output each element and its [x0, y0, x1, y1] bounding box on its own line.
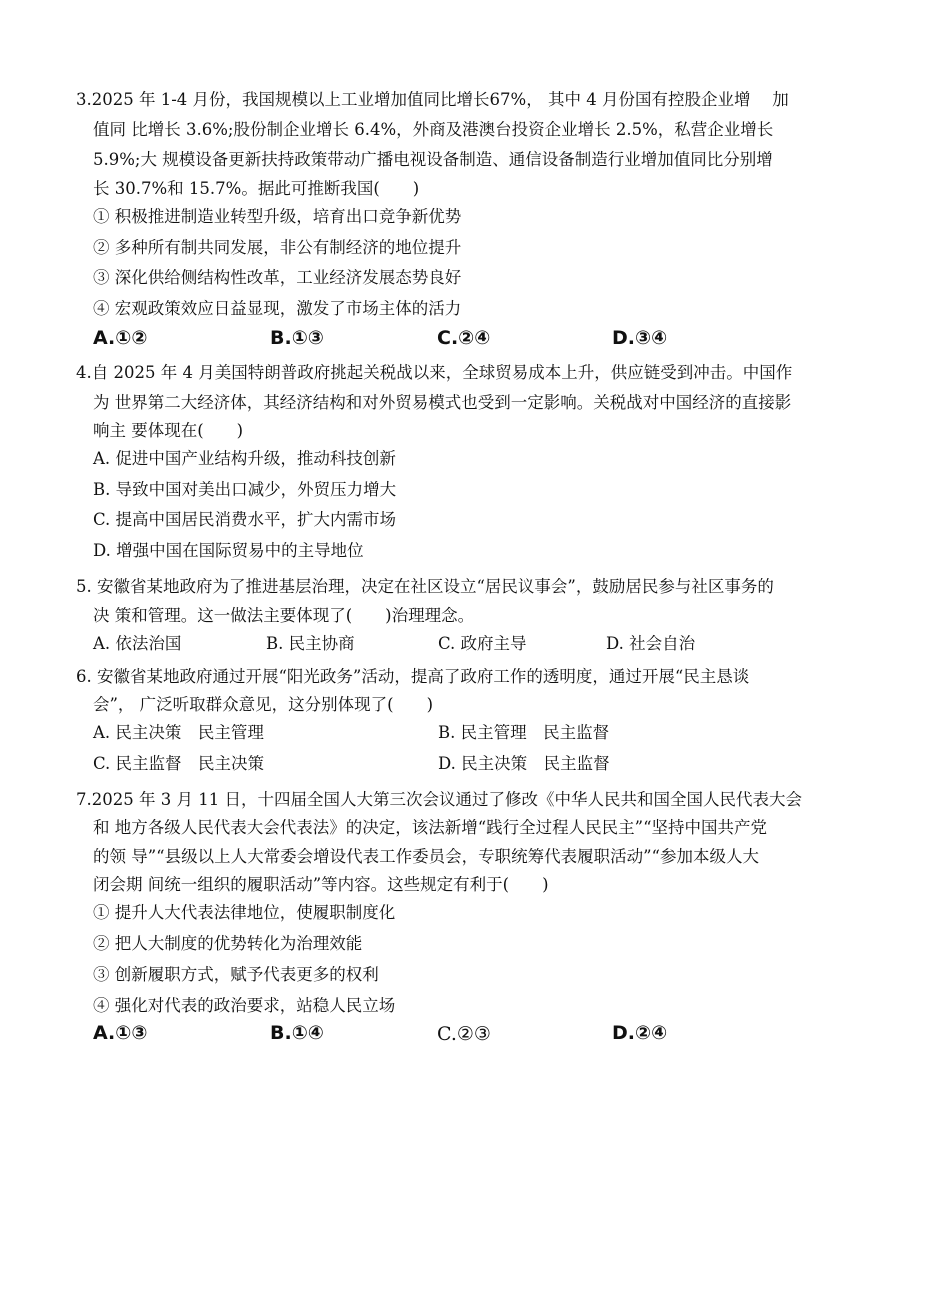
- q4-option-d[interactable]: D. 增强中国在国际贸易中的主导地位: [93, 541, 364, 560]
- q7-option-c[interactable]: C.②③: [437, 1023, 491, 1045]
- q5-option-d[interactable]: D. 社会自治: [606, 634, 696, 653]
- q4-stem-line-3: 响主 要体现在( ): [93, 421, 244, 440]
- q3-option-d[interactable]: D.③④: [612, 327, 668, 349]
- q4-option-a[interactable]: A. 促进中国产业结构升级，推动科技创新: [93, 449, 396, 468]
- q6-option-a[interactable]: A. 民主决策 民主管理: [93, 723, 264, 742]
- q7-stem-line-4: 闭会期 间统一组织的履职活动”等内容。这些规定有利于( ): [93, 875, 549, 894]
- q3-option-b[interactable]: B.①③: [270, 327, 324, 349]
- q4-option-c[interactable]: C. 提高中国居民消费水平，扩大内需市场: [93, 510, 397, 529]
- q3-stem-line-1: 3.2025 年 1-4 月份，我国规模以上工业增加值同比增长67%， 其中 4 月份国有控股企业增 加: [76, 90, 789, 109]
- q3-option-a[interactable]: A.①②: [93, 327, 148, 349]
- q6-option-b[interactable]: B. 民主管理 民主监督: [438, 723, 610, 742]
- q4-option-b[interactable]: B. 导致中国对美出口减少，外贸压力增大: [93, 480, 397, 499]
- q3-stem-line-4: 长 30.7%和 15.7%。据此可推断我国( ): [93, 179, 420, 198]
- q4-stem-line-2: 为 世界第二大经济体，其经济结构和对外贸易模式也受到一定影响。关税战对中国经济的直接影: [93, 393, 792, 412]
- q7-statement-4: ④ 强化对代表的政治要求，站稳人民立场: [93, 996, 396, 1015]
- q3-stem-line-3: 5.9%;大 规模设备更新扶持政策带动广播电视设备制造、通信设备制造行业增加值同比分别增: [93, 150, 773, 169]
- q3-statement-4: ④ 宏观政策效应日益显现，激发了市场主体的活力: [93, 299, 462, 318]
- q5-option-a[interactable]: A. 依法治国: [93, 634, 182, 653]
- q4-stem-line-1: 4.自 2025 年 4 月美国特朗普政府挑起关税战以来，全球贸易成本上升，供应链受到冲击。中国作: [76, 363, 793, 382]
- q7-stem-line-3: 的领 导”“县级以上人大常委会增设代表工作委员会，专职统筹代表履职活动”“参加本级人大: [93, 847, 759, 866]
- q3-statement-2: ② 多种所有制共同发展，非公有制经济的地位提升: [93, 238, 462, 257]
- q7-option-d[interactable]: D.②④: [612, 1022, 668, 1044]
- q6-option-d[interactable]: D. 民主决策 民主监督: [438, 754, 610, 773]
- q7-option-a[interactable]: A.①③: [93, 1022, 148, 1044]
- q6-option-c[interactable]: C. 民主监督 民主决策: [93, 754, 265, 773]
- q7-stem-line-2: 和 地方各级人民代表大会代表法》的决定，该法新增“践行全过程人民民主”“坚持中国共产党: [93, 818, 768, 837]
- q3-option-c[interactable]: C.②④: [437, 327, 491, 349]
- q7-statement-3: ③ 创新履职方式，赋予代表更多的权利: [93, 965, 379, 984]
- q7-option-b[interactable]: B.①④: [270, 1022, 324, 1044]
- q3-stem-line-2: 值同 比增长 3.6%;股份制企业增长 6.4%，外商及港澳台投资企业增长 2.5%，私营企业增长: [93, 120, 774, 139]
- q7-stem-line-1: 7.2025 年 3 月 11 日，十四届全国人大第三次会议通过了修改《中华人民共和国全国人民代表大会: [76, 790, 802, 809]
- q7-statement-2: ② 把人大制度的优势转化为治理效能: [93, 934, 363, 953]
- q5-option-b[interactable]: B. 民主协商: [266, 634, 355, 653]
- q5-option-c[interactable]: C. 政府主导: [438, 634, 527, 653]
- q3-statement-3: ③ 深化供给侧结构性改革，工业经济发展态势良好: [93, 268, 462, 287]
- q7-statement-1: ① 提升人大代表法律地位，使履职制度化: [93, 903, 396, 922]
- q6-stem-line-1: 6. 安徽省某地政府通过开展“阳光政务”活动，提高了政府工作的透明度，通过开展“民主恳谈: [76, 667, 750, 686]
- q3-statement-1: ① 积极推进制造业转型升级，培育出口竞争新优势: [93, 207, 462, 226]
- q5-stem-line-2: 决 策和管理。这一做法主要体现了( )治理理念。: [93, 606, 475, 625]
- q6-stem-line-2: 会”， 广泛听取群众意见，这分别体现了( ): [93, 695, 434, 714]
- q5-stem-line-1: 5. 安徽省某地政府为了推进基层治理，决定在社区设立“居民议事会”，鼓励居民参与社区事务的: [76, 577, 774, 596]
